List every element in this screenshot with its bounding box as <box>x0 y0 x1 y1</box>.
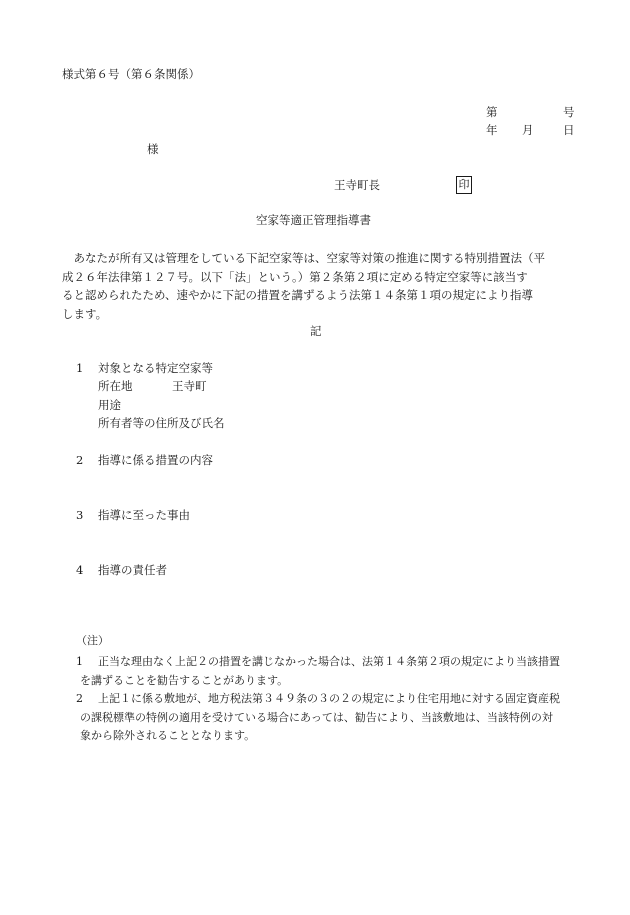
issuer-name: 王寺町長 <box>334 178 380 192</box>
date-day-label: 日 <box>563 123 575 137</box>
sub-item-label: 用途 <box>98 398 121 412</box>
item-label: 指導に至った事由 <box>98 508 190 522</box>
addressee-suffix: 様 <box>147 142 159 156</box>
item-number: 1 <box>76 361 84 375</box>
item-number: 4 <box>76 563 84 577</box>
date-year-label: 年 <box>486 123 498 137</box>
body-line: 成２６年法律第１２７号。以下「法」という。）第２条第２項に定める特定空家等に該当す <box>62 269 528 284</box>
notes-heading: （注） <box>76 634 109 647</box>
item-number: 3 <box>76 508 84 522</box>
doc-number-prefix: 第 <box>486 105 498 119</box>
note-number: 2 <box>76 692 83 705</box>
date-month-label: 月 <box>522 123 534 137</box>
body-line: ると認められたため、速やかに下記の措置を講ずるよう法第１４条第１項の規定により指導 <box>62 288 534 302</box>
ki-heading: 記 <box>310 324 322 338</box>
item-label: 対象となる特定空家等 <box>98 361 213 375</box>
sub-item-label: 所在地 <box>98 379 133 393</box>
note-line: 象から除外されることとなります。 <box>80 729 256 742</box>
body-line: します。 <box>62 306 108 321</box>
note-line: の課税標準の特例の適用を受けている場合にあっては、勧告により、当該敷地は、当該特例の対 <box>80 711 553 724</box>
form-label: 様式第６号（第６条関係） <box>62 67 200 81</box>
document-title: 空家等適正管理指導書 <box>256 213 371 227</box>
note-line: 上記１に係る敷地が、地方税法第３４９条の３の２の規定により住宅用地に対する固定資産税 <box>98 692 560 705</box>
item-number: 2 <box>76 453 84 467</box>
item-label: 指導に係る措置の内容 <box>98 453 213 467</box>
item-label: 指導の責任者 <box>98 563 167 577</box>
note-line: 正当な理由なく上記２の措置を講じなかった場合は、法第１４条第２項の規定により当該措置 <box>98 655 560 668</box>
body-paragraph <box>62 249 577 323</box>
sub-item-value: 王寺町 <box>172 379 207 393</box>
seal-mark: 印 <box>456 176 472 194</box>
sub-item-label: 所有者等の住所及び氏名 <box>98 416 225 430</box>
doc-number-suffix: 号 <box>563 105 575 119</box>
note-number: 1 <box>76 655 83 668</box>
note-line: を講ずることを勧告することがあります。 <box>80 674 289 687</box>
body-line: あなたが所有又は管理をしている下記空家等は、空家等対策の推進に関する特別措置法（平 <box>62 251 545 265</box>
